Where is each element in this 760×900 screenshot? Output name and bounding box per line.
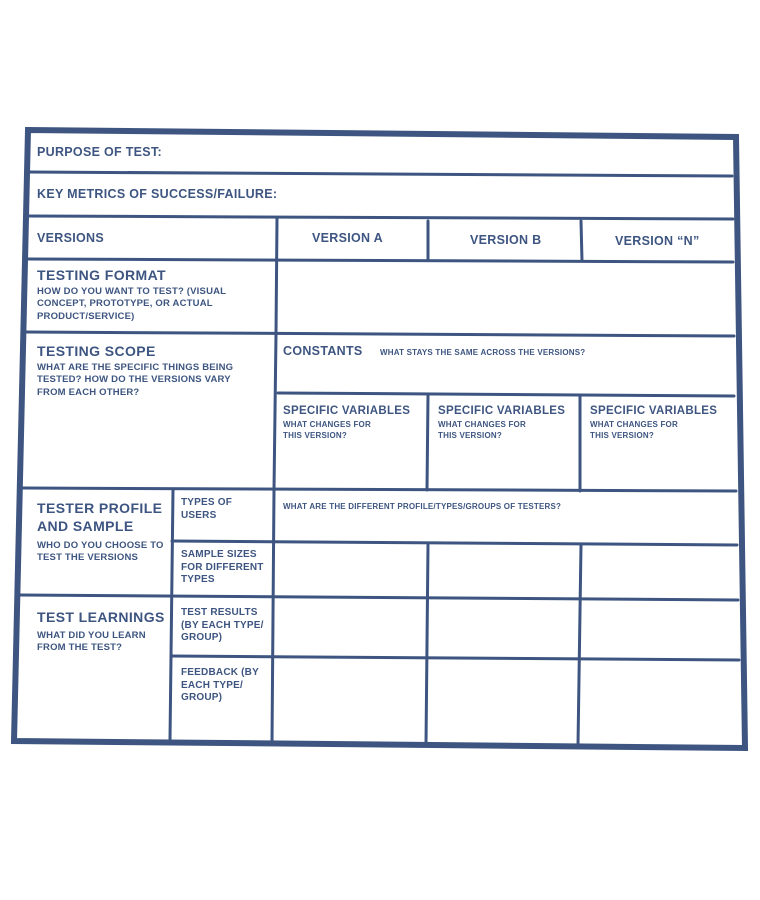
versions-label: VERSIONS [37, 231, 104, 245]
variables-n-desc: WHAT CHANGES FOR THIS VERSION? [590, 420, 678, 440]
testing-scope-title: TESTING SCOPE [37, 343, 156, 359]
feedback-b-input[interactable] [433, 664, 575, 736]
version-b-header: VERSION B [470, 233, 542, 247]
version-a-header: VERSION A [312, 231, 383, 245]
variables-a-title: SPECIFIC VARIABLES [283, 405, 411, 417]
metrics-input[interactable] [305, 182, 725, 212]
variables-a [283, 405, 413, 441]
testing-scope-desc: WHAT ARE THE SPECIFIC THINGS BEING TESTED? HOW DO THE VERSIONS VARY FROM EACH OTHER? [37, 362, 234, 398]
testing-format-input[interactable] [282, 266, 727, 330]
types-of-users-label: TYPES OF USERS [181, 497, 233, 521]
variables-b-input[interactable] [434, 440, 574, 485]
variables-b [438, 405, 568, 441]
constants-title: CONSTANTS [283, 344, 363, 358]
row-line [171, 656, 739, 660]
variables-a-input[interactable] [282, 440, 422, 485]
tester-profile-desc: WHO DO YOU CHOOSE TO TEST THE VERSIONS [37, 540, 164, 564]
variables-b-title: SPECIFIC VARIABLES [438, 405, 566, 417]
row-line [27, 216, 733, 219]
purpose-label: PURPOSE OF TEST: [37, 145, 162, 159]
purpose-input[interactable] [190, 140, 725, 168]
col-line [427, 395, 428, 490]
col-line [276, 219, 277, 334]
col-line [170, 490, 173, 740]
sample-size-a-input[interactable] [280, 549, 422, 593]
testing-format-title: TESTING FORMAT [37, 267, 166, 283]
variables-n-input[interactable] [586, 440, 726, 485]
sample-size-n-input[interactable] [586, 549, 728, 593]
test-results-n-input[interactable] [586, 604, 728, 654]
feedback-a-input[interactable] [280, 664, 422, 736]
test-results-b-input[interactable] [433, 604, 575, 654]
row-line [172, 541, 737, 545]
col-line [274, 334, 276, 490]
variables-n [590, 405, 725, 441]
feedback-n-input[interactable] [586, 664, 728, 736]
col-line [272, 490, 274, 742]
sample-sizes-label: SAMPLE SIZES FOR DIFFERENT TYPES [181, 549, 264, 585]
row-line [278, 393, 734, 396]
row-line [26, 259, 733, 262]
test-results-label: TEST RESULTS (BY EACH TYPE/ GROUP) [181, 607, 264, 643]
col-line [426, 545, 428, 744]
test-results-a-input[interactable] [280, 604, 422, 654]
constants-desc: WHAT STAYS THE SAME ACROSS THE VERSIONS? [380, 348, 586, 357]
testing-format-desc: HOW DO YOU WANT TO TEST? (VISUAL CONCEPT, PROTOTYPE, OR ACTUAL PRODUCT/SERVICE) [37, 286, 227, 322]
version-n-header: VERSION “N” [615, 234, 700, 248]
types-of-users-prompt: WHAT ARE THE DIFFERENT PROFILE/TYPES/GROUPS OF TESTERS? [283, 502, 562, 511]
row-line [25, 332, 734, 336]
col-line [581, 221, 582, 261]
tester-profile-title: TESTER PROFILE AND SAMPLE [37, 500, 163, 535]
types-of-users-input[interactable] [282, 515, 727, 539]
row-line [28, 172, 732, 176]
row-line [22, 488, 736, 491]
variables-a-desc: WHAT CHANGES FOR THIS VERSION? [283, 420, 371, 440]
sample-size-b-input[interactable] [433, 549, 575, 593]
test-learnings-title: TEST LEARNINGS [37, 609, 165, 625]
feedback-label: FEEDBACK (BY EACH TYPE/ GROUP) [181, 667, 259, 703]
constants-input[interactable] [282, 362, 727, 390]
variables-n-title: SPECIFIC VARIABLES [590, 405, 718, 417]
test-learnings-desc: WHAT DID YOU LEARN FROM THE TEST? [37, 630, 146, 654]
metrics-label: KEY METRICS OF SUCCESS/FAILURE: [37, 187, 278, 201]
col-line [578, 545, 581, 745]
variables-b-desc: WHAT CHANGES FOR THIS VERSION? [438, 420, 526, 440]
row-line [19, 595, 738, 600]
